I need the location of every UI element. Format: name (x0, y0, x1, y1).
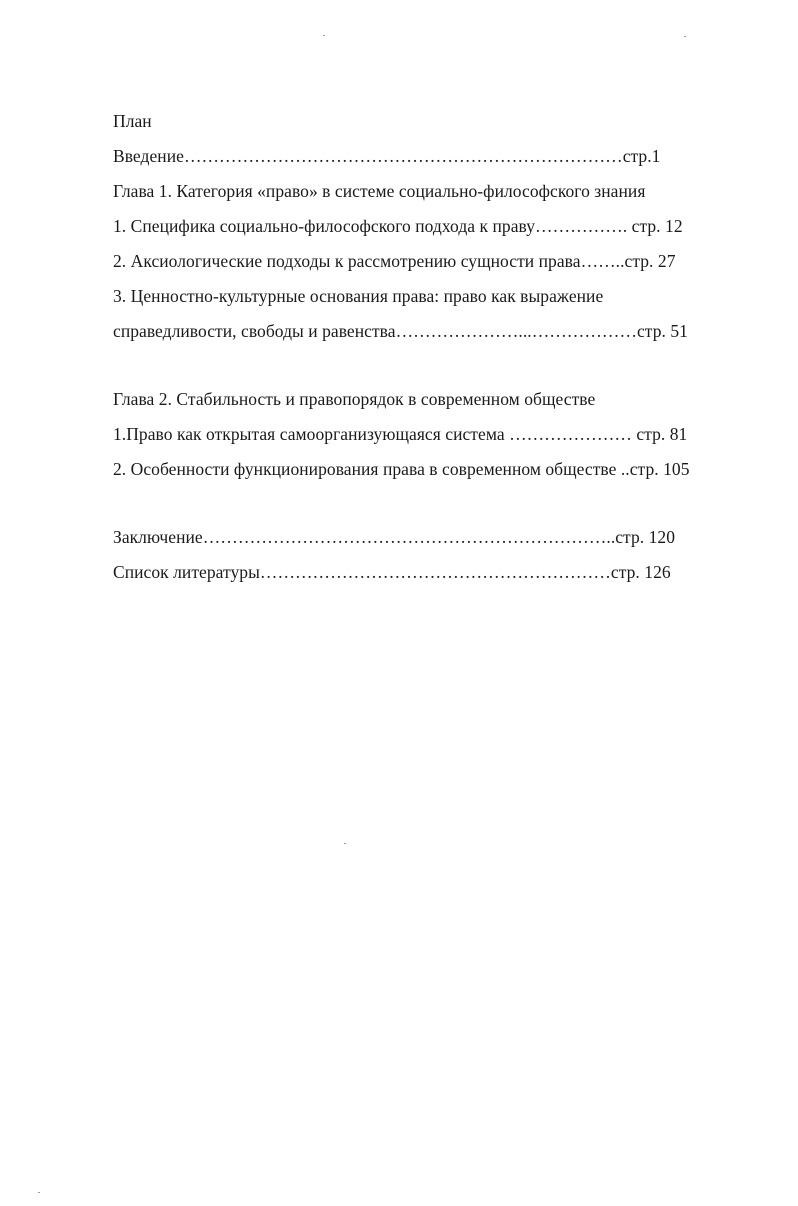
toc-entry-introduction: Введение…………………………………………………………………стр.1 (113, 146, 661, 166)
plan-heading: План (113, 111, 152, 131)
toc-entry-conclusion: Заключение……………………………………………………………..стр. 120 (113, 527, 676, 547)
toc-entry-bibliography: Список литературы……………………………………………………стр. 126 (113, 562, 671, 582)
scan-speck (344, 843, 346, 844)
scan-speck (684, 36, 686, 37)
toc-entry-1-3-line-2: справедливости, свободы и равенства…………………...………………стр. 51 (113, 321, 688, 341)
toc-entry-1-3-line-1: 3. Ценностно-культурные основания права: право как выражение (113, 286, 604, 306)
toc-entry-1-2: 2. Аксиологические подходы к рассмотрению сущности права……..стр. 27 (113, 251, 676, 271)
scan-speck (38, 1192, 40, 1193)
toc-chapter-2-title: Глава 2. Стабильность и правопорядок в современном обществе (113, 389, 596, 409)
toc-chapter-1-title: Глава 1. Категория «право» в системе социально-философского знания (113, 181, 646, 201)
toc-entry-2-2: 2. Особенности функционирования права в современном обществе ..стр. 105 (113, 459, 690, 479)
scan-speck (323, 35, 325, 36)
toc-entry-1-1: 1. Специфика социально-философского подхода к праву……………. стр. 12 (113, 216, 683, 236)
toc-entry-2-1: 1.Право как открытая самоорганизующаяся система ………………… стр. 81 (113, 424, 688, 444)
